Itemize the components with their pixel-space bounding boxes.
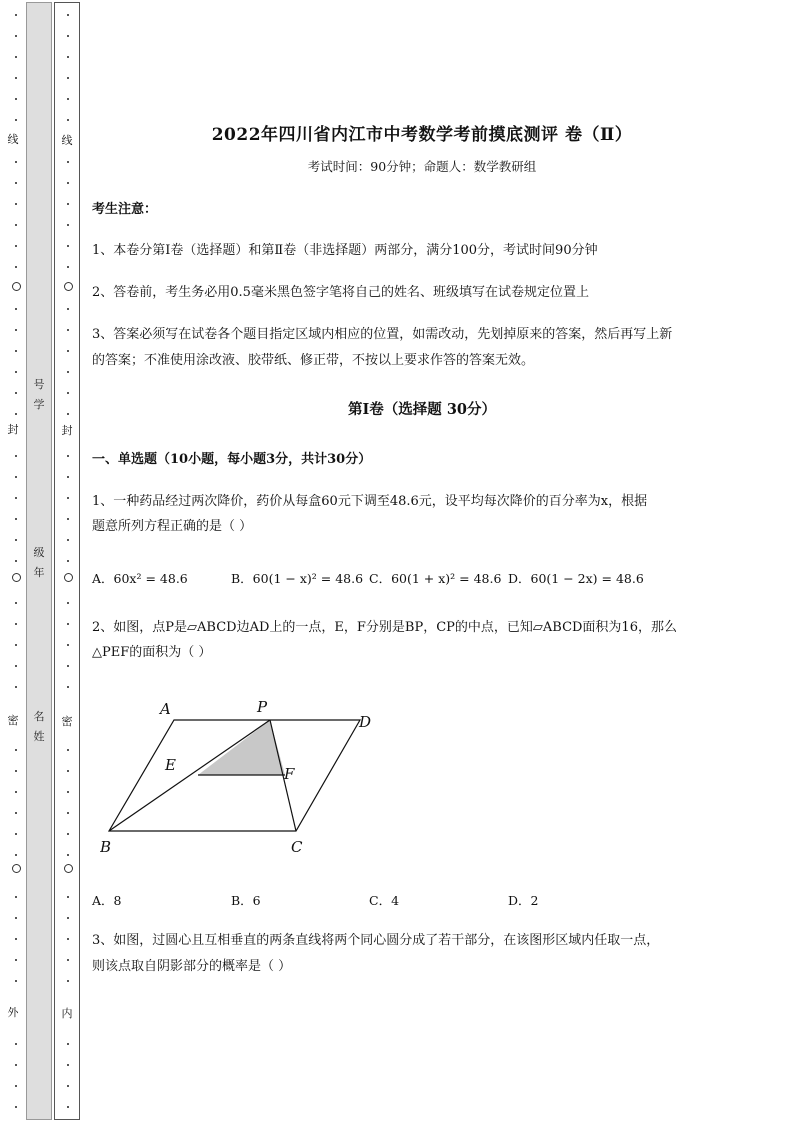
margin-circle [12,282,21,291]
question-2-line-2: △PEF的面积为（ ） [92,645,212,660]
margin-circle [64,282,73,291]
margin-dot [67,812,69,814]
margin-dot [67,476,69,478]
point-label-b: B [100,838,112,856]
margin-dot [15,560,17,562]
question-2-line-1: 2、如图，点P是▱ABCD边AD上的一点，E，F分别是BP，CP的中点，已知▱ABCD面积为16，那么 [92,620,677,635]
margin-label-xian: 线 [7,133,19,146]
margin-dot [67,329,69,331]
margin-dot [67,518,69,520]
margin-dot [15,938,17,940]
margin-dot [67,959,69,961]
margin-dot [15,1085,17,1087]
margin-dot [67,749,69,751]
section-heading: 一、单选题（10小题，每小题3分，共计30分） [92,452,372,467]
margin-dot [67,413,69,415]
margin-dot [15,161,17,163]
question-1-line-2: 题意所列方程正确的是（ ） [92,519,253,534]
margin-dot [15,56,17,58]
margin-dot [67,245,69,247]
margin-dot [15,686,17,688]
margin-dot [15,455,17,457]
margin-label-mi: 密 [7,714,19,727]
margin-dot [15,182,17,184]
margin-dot [67,833,69,835]
question-1-options [92,569,752,589]
point-label-c: C [291,838,303,856]
field-label-xing: 姓 [33,730,45,743]
margin-dot [15,770,17,772]
question-3-line-2: 则该点取自阴影部分的概率是（ ） [92,959,292,974]
margin-dot [15,224,17,226]
question-2-options [92,891,752,911]
notice-item-2: 2、答卷前，考生务必用0.5毫米黑色签字笔将自己的姓名、班级填写在试卷规定位置上 [92,285,589,300]
margin-dot [15,350,17,352]
field-label-ming: 名 [33,710,45,723]
question-2-option-a: A．8 [92,893,122,908]
margin-dot [15,413,17,415]
margin-dot [67,791,69,793]
margin-label-wai: 外 [7,1006,19,1019]
page-subtitle: 考试时间：90分钟；命题人：数学教研组 [307,159,537,174]
margin-dot [15,35,17,37]
question-1-option-d: D．60(1 − 2x) = 48.6 [508,571,644,586]
margin-dot [15,329,17,331]
page-title: 2022年四川省内江市中考数学考前摸底测评 卷（Ⅱ） [211,125,633,145]
margin-dot [15,371,17,373]
margin-dot [67,1064,69,1066]
point-label-p: P [257,698,268,716]
margin-dot [67,665,69,667]
margin-label-feng: 封 [7,423,19,436]
margin-dot [15,539,17,541]
margin-dot [67,161,69,163]
margin-dot [67,539,69,541]
question-3-line-1: 3、如图，过圆心且互相垂直的两条直线将两个同心圆分成了若干部分，在该图形区域内任取一点， [92,933,660,948]
margin-dot [67,854,69,856]
notice-item-3-cont: 的答案；不准使用涂改液、胶带纸、修正带，不按以上要求作答的答案无效。 [92,353,535,368]
margin-dot [67,686,69,688]
notice-item-3: 3、答案必须写在试卷各个题目指定区域内相应的位置，如需改动，先划掉原来的答案，然后再写上新 [92,327,673,342]
notice-item-1: 1、本卷分第Ⅰ卷（选择题）和第Ⅱ卷（非选择题）两部分，满分100分，考试时间90分钟 [92,243,598,258]
margin-dot [67,560,69,562]
margin-dot [67,980,69,982]
margin-dot [15,917,17,919]
margin-dot [67,308,69,310]
margin-dot [15,497,17,499]
margin-dot [15,266,17,268]
margin-dot [67,371,69,373]
margin-circle [12,573,21,582]
margin-dot [15,98,17,100]
margin-dot [15,602,17,604]
margin-dot [67,1043,69,1045]
margin-dot [67,182,69,184]
point-label-f: F [284,765,295,783]
margin-dot [67,224,69,226]
field-label-hao: 号 [33,378,45,391]
margin-dot [67,35,69,37]
margin-dot [15,392,17,394]
margin-dot [15,119,17,121]
margin-dot [67,896,69,898]
margin-circle [64,864,73,873]
margin-dot [67,455,69,457]
question-1-option-a: A．60x² = 48.6 [92,571,188,586]
margin-dot [67,623,69,625]
field-label-xue: 学 [33,398,45,411]
margin-circle [64,573,73,582]
margin-dot [15,980,17,982]
margin-dot [67,1085,69,1087]
margin-dot [67,602,69,604]
margin-dot [15,203,17,205]
margin-dot [67,350,69,352]
margin-dot [67,14,69,16]
margin-dot [67,56,69,58]
margin-dot [67,119,69,121]
margin-dot [15,1106,17,1108]
field-label-ji: 级 [33,546,45,559]
question-2-option-c: C．4 [369,893,400,908]
question-1-option-c: C．60(1 + x)² = 48.6 [369,571,502,586]
part-title: 第Ⅰ卷（选择题 30分） [347,401,496,418]
margin-dot [67,644,69,646]
margin-dot [15,1043,17,1045]
margin-dot [67,266,69,268]
margin-dot [15,644,17,646]
margin-label-feng-inner: 封 [61,424,73,437]
margin-dot [67,203,69,205]
binding-margin-strip [26,2,52,1120]
margin-dot [15,749,17,751]
margin-dot [15,518,17,520]
point-label-d: D [359,713,372,731]
margin-label-nei-inner: 内 [61,1007,73,1020]
margin-dot [15,476,17,478]
margin-dot [15,308,17,310]
margin-dot [67,77,69,79]
margin-dot [15,896,17,898]
binding-margin-outer [0,0,26,1123]
margin-dot [67,98,69,100]
margin-dot [15,245,17,247]
field-label-nian: 年 [33,566,45,579]
margin-dot [67,497,69,499]
point-label-e: E [165,756,176,774]
parallelogram-figure [100,690,390,860]
margin-dot [67,938,69,940]
margin-dot [67,917,69,919]
margin-dot [67,770,69,772]
margin-circle [12,864,21,873]
margin-dot [15,14,17,16]
margin-dot [67,392,69,394]
margin-dot [15,77,17,79]
question-1-line-1: 1、一种药品经过两次降价，药价从每盒60元下调至48.6元，设平均每次降价的百分率为x，根据 [92,494,648,509]
point-label-a: A [160,700,171,718]
margin-dot [67,1106,69,1108]
margin-dot [15,812,17,814]
margin-dot [15,623,17,625]
margin-label-xian-inner: 线 [61,134,73,147]
question-2-option-b: B．6 [231,893,261,908]
margin-dot [15,959,17,961]
margin-dot [15,833,17,835]
question-1-option-b: B．60(1 − x)² = 48.6 [231,571,364,586]
margin-label-mi-inner: 密 [61,715,73,728]
question-2-option-d: D．2 [508,893,539,908]
margin-dot [15,665,17,667]
margin-dot [15,1064,17,1066]
margin-dot [15,791,17,793]
notice-heading: 考生注意： [92,202,158,217]
margin-dot [15,854,17,856]
